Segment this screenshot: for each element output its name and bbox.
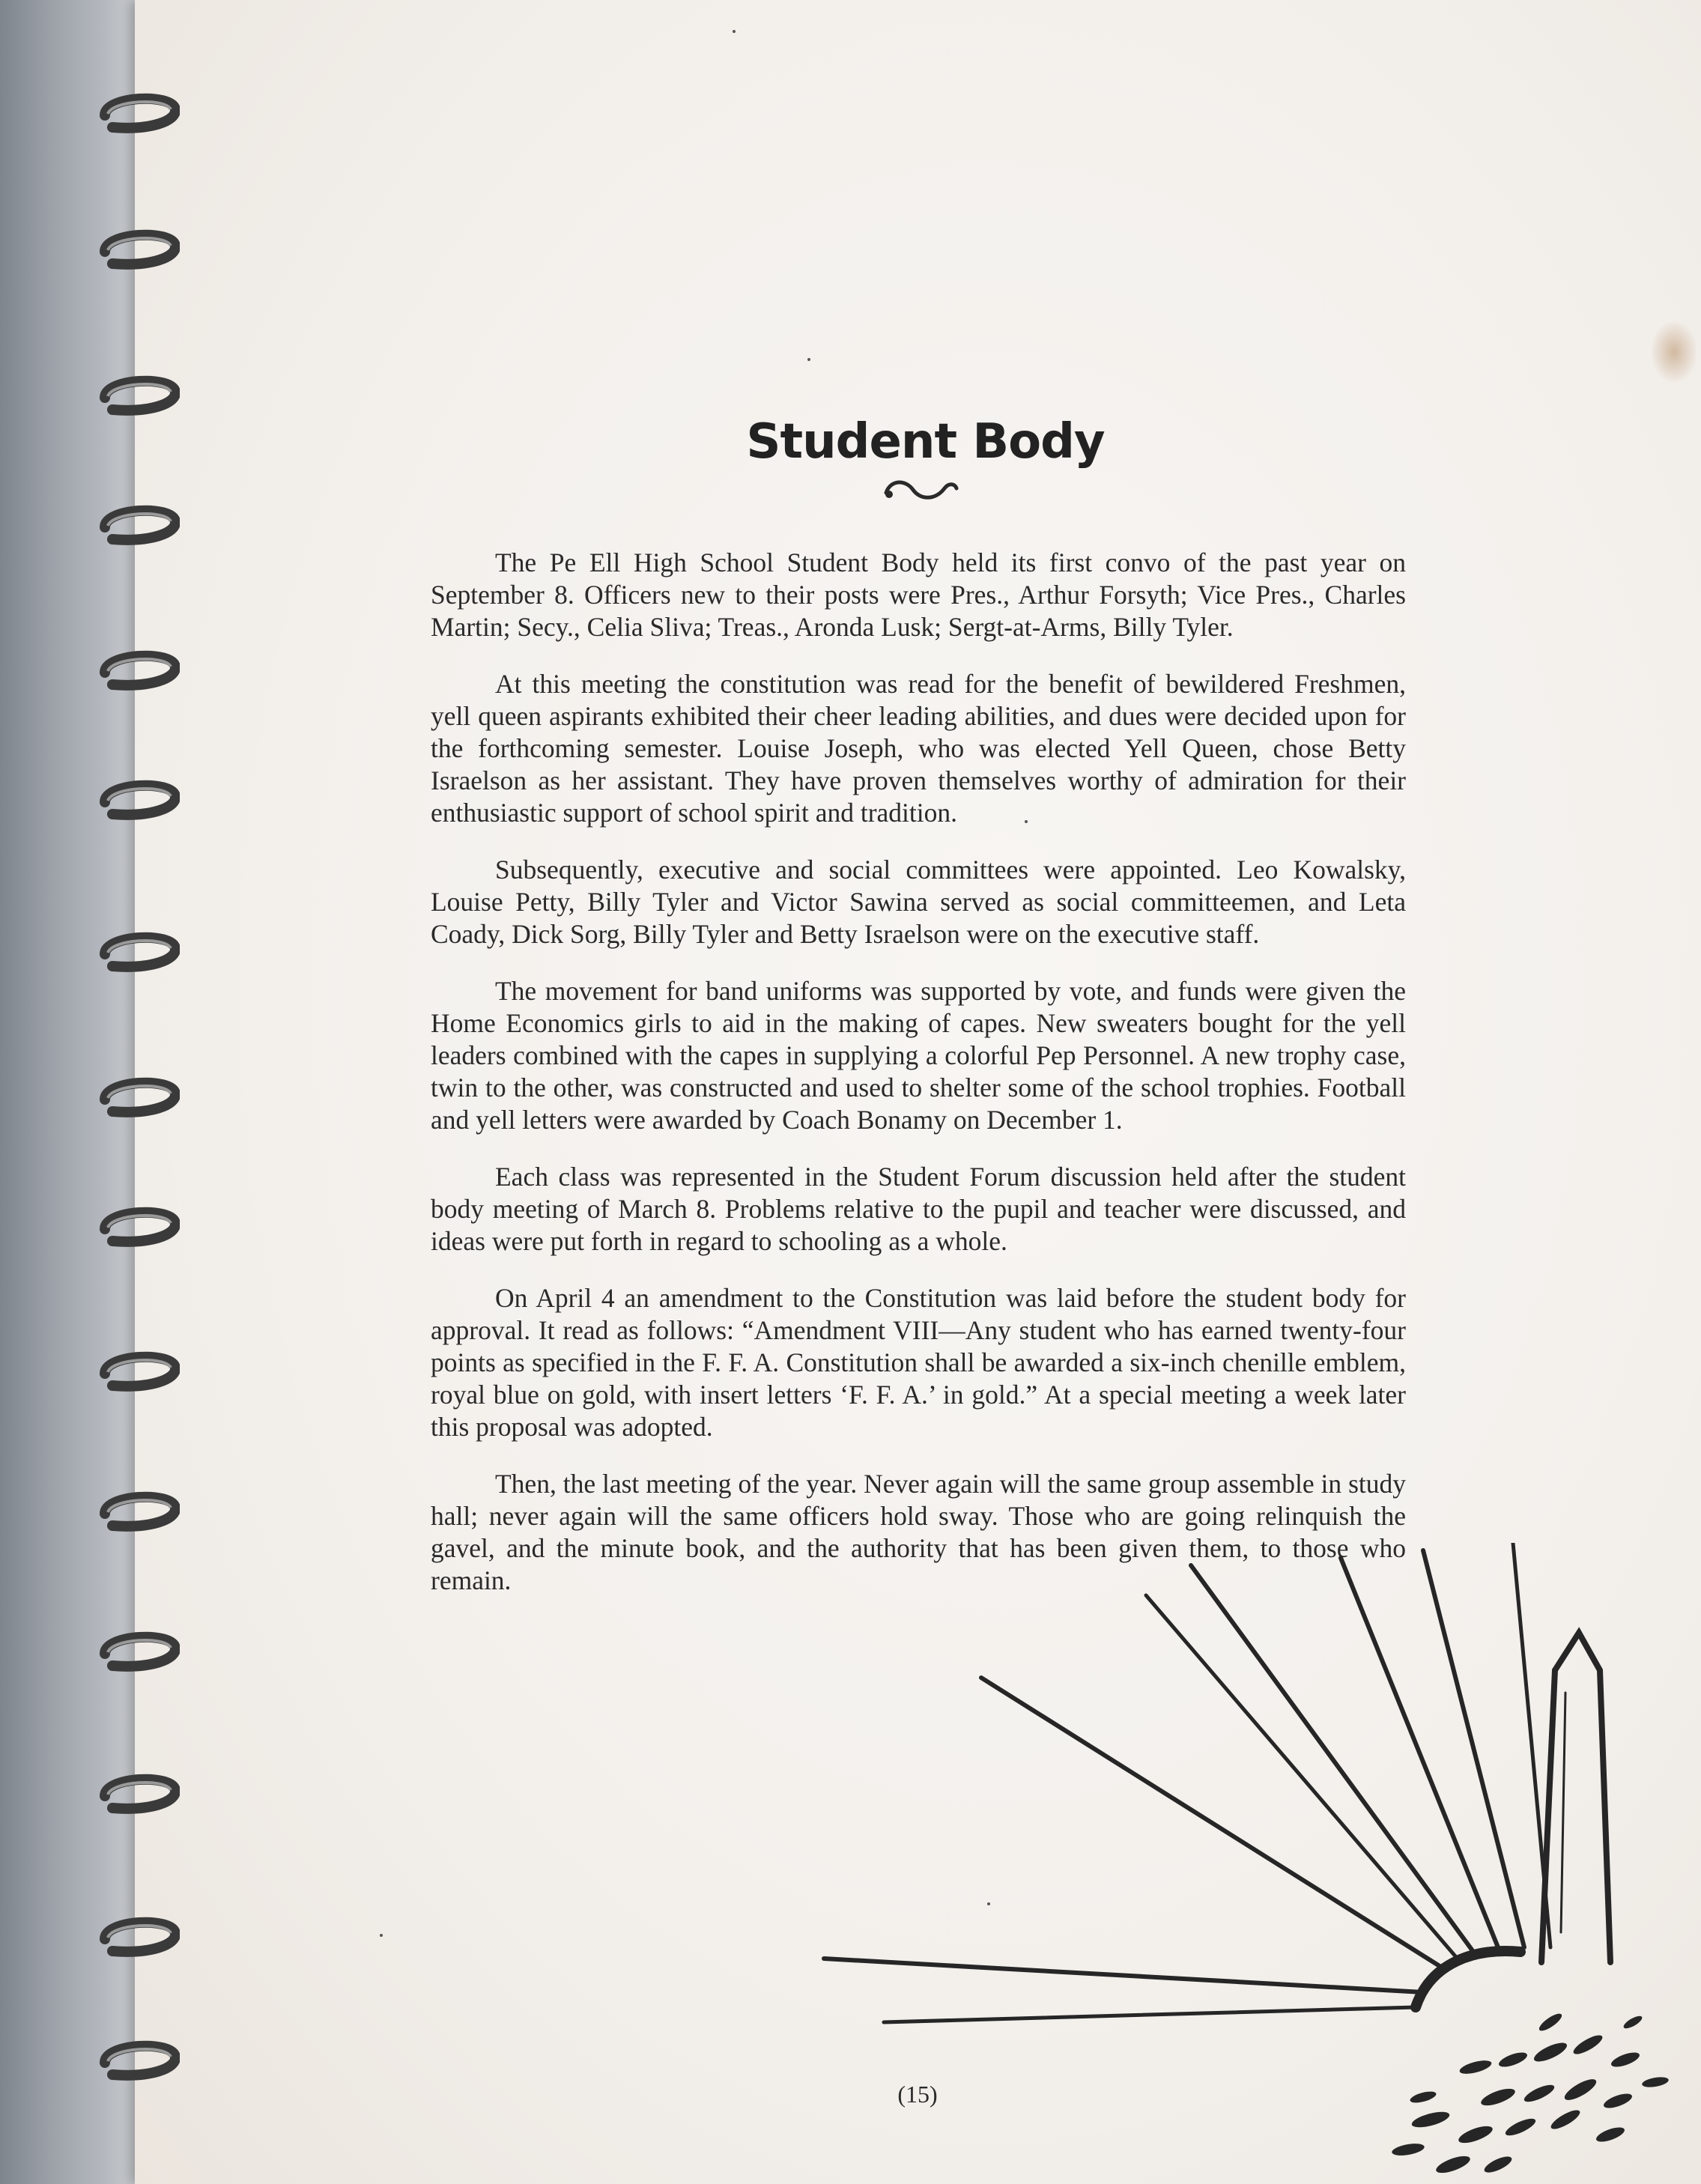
paper-speck [733,30,736,33]
binding-ring-icon [97,1073,180,1119]
binding-ring-icon [97,1347,180,1393]
binding-ring-icon [97,1627,180,1673]
spiral-binding [97,0,195,2184]
binding-ring-icon [97,2036,180,2082]
binding-ring-icon [97,500,180,547]
paper-stain [1652,322,1697,382]
article-body [431,547,1406,1622]
binding-ring-icon [97,1202,180,1249]
paragraph-constitution: At this meeting the constitution was read for the benefit of bewildered Freshmen, yell queen aspirants exhibited their cheer leading abilities, and dues were decided upon for the forthcoming semester. Louise Joseph, who was elected Yell Queen, chose Betty Israelson as her assistant. They have proven themselves worthy of admiration for their enthusiastic support of school spirit and tradition. [431,669,1406,828]
binding-ring-icon [97,88,180,135]
binding-ring-icon [97,225,180,271]
paragraph-officers: The Pe Ell High School Student Body held its first convo of the past year on September 8. Officers new to their posts were Pres., Arthur Forsyth; Vice Pres., Charles Martin; Secy., Celia Sliva; Treas., Aronda Lusk; Sergt-at-Arms, Billy Tyler. [431,547,1406,642]
binding-ring-icon [97,371,180,417]
binding-ring-icon [97,1487,180,1533]
paragraph-amendment: On April 4 an amendment to the Constitution was laid before the student body for approval. It read as follows: “Amendment VIII—Any student who has earned twenty-four points as specified in the F. F. A. Constitution shall be awarded a six-inch chenille emblem, royal blue on gold, with insert letters ‘F. F. A.’ in gold.” At a special meeting a week later this proposal was adopted. [431,1283,1406,1442]
page-title: Student Body [746,413,1105,470]
page-number: (15) [897,2081,938,2108]
binding-ring-icon [97,646,180,692]
binding-ring-icon [97,1769,180,1816]
paragraph-last-meeting: Then, the last meeting of the year. Never again will the same group assemble in study hall; never again will the same officers hold sway. Those who are going relinquish the gavel, and the minute book, and the authority that has been given them, to those who remain. [431,1469,1406,1595]
binding-ring-icon [97,775,180,822]
swash-ornament-icon [880,473,962,506]
binding-ring-icon [97,1912,180,1959]
paper-speck [807,358,810,361]
binding-ring-icon [97,927,180,974]
paper-speck [380,1934,383,1937]
paragraph-student-forum: Each class was represented in the Student Forum discussion held after the student body meeting of March 8. Problems relative to the pupil and teacher were discussed, and ideas were put forth in regard to schooling as a whole. [431,1162,1406,1256]
paragraph-band-uniforms: The movement for band uniforms was supported by vote, and funds were given the Home Economics girls to aid in the making of capes. New sweaters bought for the yell leaders combined with the capes in supplying a colorful Pep Personnel. A new trophy case, twin to the other, was constructed and used to shelter some of the school trophies. Football and yell letters were awarded by Coach Bonamy on December 1. [431,976,1406,1135]
paragraph-committees: Subsequently, executive and social committees were appointed. Leo Kowalsky, Louise Petty, Billy Tyler and Victor Sawina served as social committeemen, and Leta Coady, Dick Sorg, Billy Tyler and Betty Israelson were on the executive staff. [431,855,1406,949]
